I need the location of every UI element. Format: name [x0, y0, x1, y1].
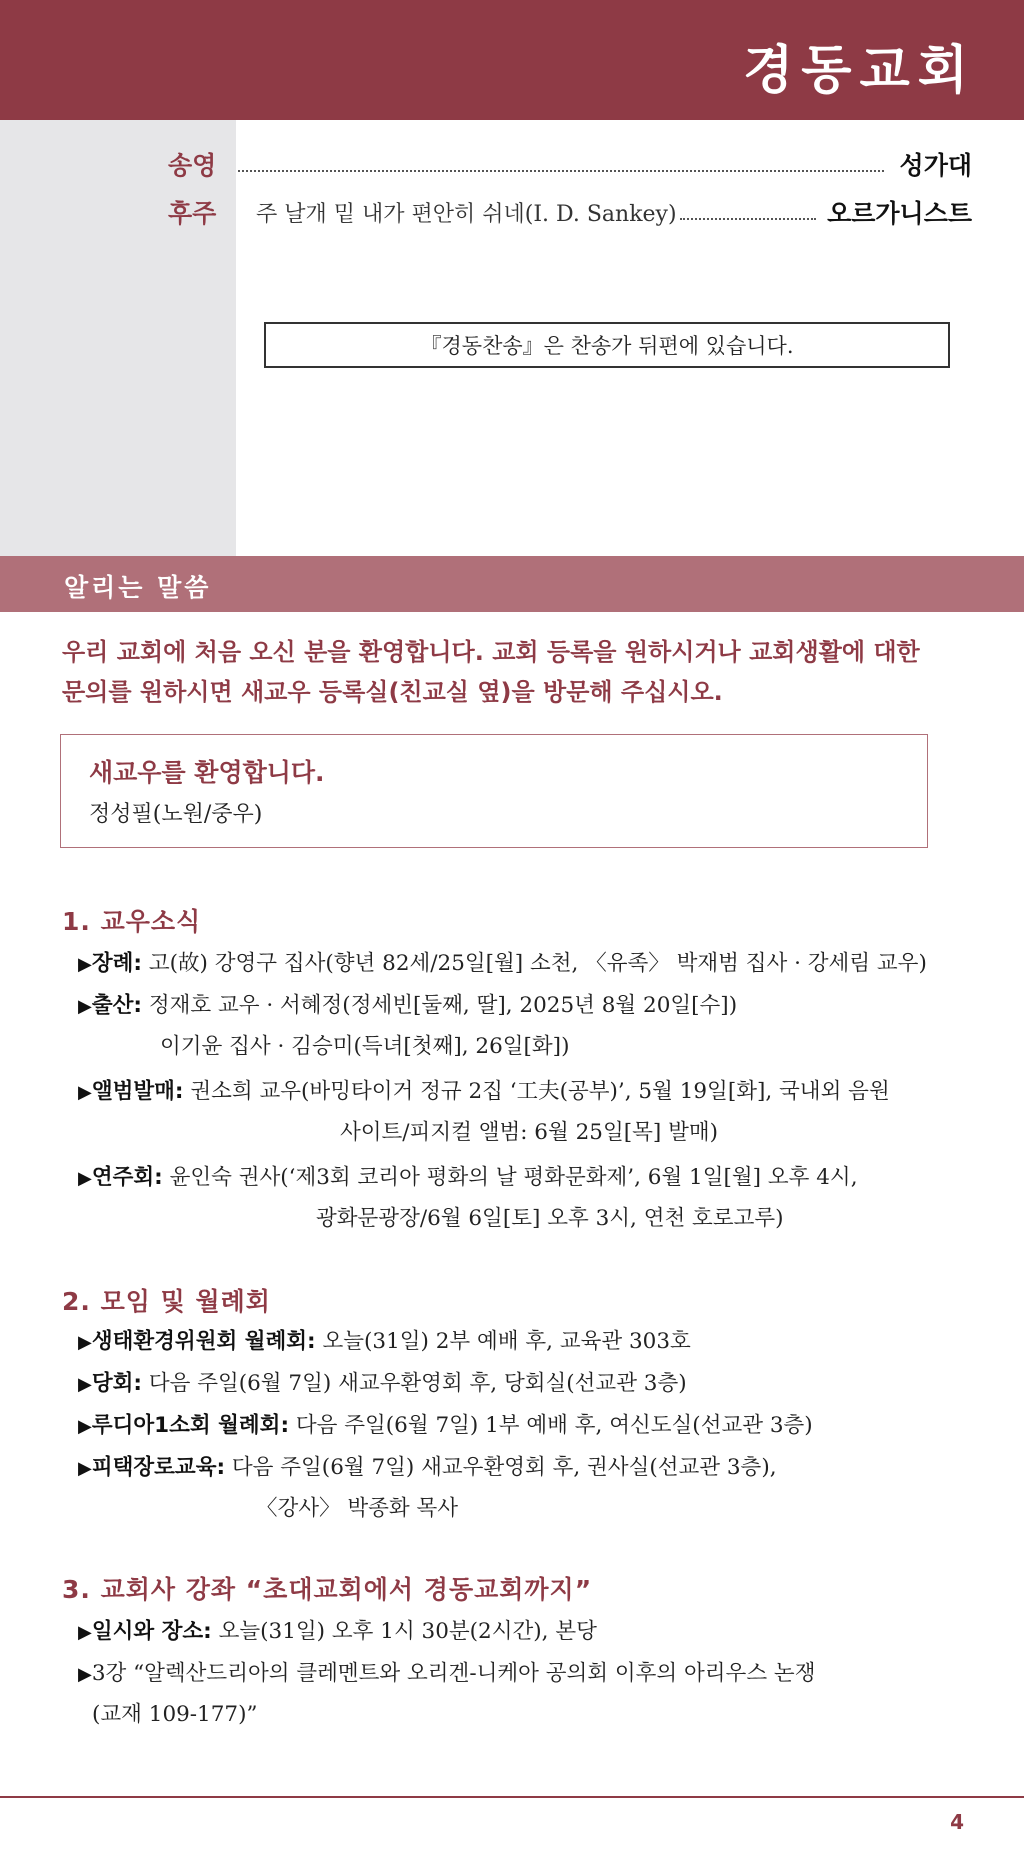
- order-song: 주 날개 밑 내가 편안히 쉬네(I. D. Sankey): [256, 201, 677, 227]
- list-item: [78, 1322, 988, 1363]
- item-label: 루디아1소회 월례회:: [91, 1413, 290, 1438]
- list-item: [78, 1612, 988, 1653]
- section-title: 3. 교회사 강좌 “초대교회에서 경동교회까지”: [62, 1575, 593, 1604]
- item-text: 다음 주일(6월 7일) 새교우환영회 후, 당회실(선교관 3층): [141, 1371, 687, 1396]
- list-item: [78, 1364, 988, 1405]
- item-continuation: (교재 109-177)”: [92, 1702, 258, 1727]
- triangle-bullet-icon: ▶: [78, 1416, 92, 1437]
- item-label: 생태환경위원회 월례회:: [91, 1329, 316, 1354]
- item-continuation: 이기윤 집사 · 김승미(득녀[첫째], 26일[화]): [160, 1034, 570, 1059]
- dot-leader: [238, 170, 884, 172]
- item-text: 윤인숙 권사(‘제3회 코리아 평화의 날 평화문화제’, 6월 1일[월] 오후 4시,: [162, 1165, 858, 1190]
- item-text: 다음 주일(6월 7일) 새교우환영회 후, 권사실(선교관 3층),: [225, 1455, 777, 1480]
- item-text: 권소희 교우(바밍타이거 정규 2집 ‘工夫(공부)’, 5월 19일[화], 국내외 음원: [183, 1079, 890, 1104]
- triangle-bullet-icon: ▶: [78, 954, 92, 975]
- item-label: 당회:: [91, 1371, 142, 1396]
- triangle-bullet-icon: ▶: [78, 1374, 92, 1395]
- side-panel: [0, 120, 236, 556]
- item-continuation: 광화문광장/6월 6일[토] 오후 3시, 연천 호로고루): [316, 1206, 784, 1231]
- church-name: 경동교회: [743, 41, 976, 101]
- item-text: 3강 “알렉산드리아의 클레멘트와 오리겐-니케아 공의회 이후의 아리우스 논쟁: [91, 1661, 816, 1686]
- item-text: 오늘(31일) 2부 예배 후, 교육관 303호: [315, 1329, 691, 1354]
- item-continuation: 사이트/피지컬 앨범: 6월 25일[목] 발매): [340, 1120, 719, 1145]
- section-title: 1. 교우소식: [62, 907, 202, 936]
- triangle-bullet-icon: ▶: [78, 1622, 92, 1643]
- item-text: 오늘(31일) 오후 1시 30분(2시간), 본당: [211, 1619, 597, 1644]
- order-label: 후주: [168, 199, 217, 228]
- newcomer-box: [60, 734, 928, 848]
- order-leader: 성가대: [899, 151, 972, 180]
- list-item: [78, 944, 988, 985]
- list-item: [78, 986, 988, 1067]
- triangle-bullet-icon: ▶: [78, 996, 92, 1017]
- item-continuation: 〈강사〉 박종화 목사: [256, 1496, 459, 1521]
- item-label: 피택장로교육:: [91, 1455, 226, 1480]
- item-label: 연주회:: [91, 1165, 163, 1190]
- item-text: 고(故) 강영구 집사(향년 82세/25일[월] 소천, 〈유족〉 박재범 집사 · 강세림 교우): [141, 951, 927, 976]
- order-leader: 오르가니스트: [827, 199, 972, 228]
- hymnal-notice: 『경동찬송』은 찬송가 뒤편에 있습니다.: [264, 322, 950, 368]
- dot-leader: [680, 218, 816, 220]
- order-row-postlude: [0, 192, 1024, 232]
- list-item: [78, 1654, 988, 1735]
- order-label: 송영: [168, 151, 217, 180]
- triangle-bullet-icon: ▶: [78, 1082, 92, 1103]
- announcements-bar: [0, 556, 1024, 612]
- newcomer-names: 정성필(노원/중우): [89, 802, 263, 827]
- triangle-bullet-icon: ▶: [78, 1168, 92, 1189]
- header-bar: [0, 0, 1024, 120]
- list-item: [78, 1406, 988, 1447]
- item-label: 출산:: [91, 993, 142, 1018]
- announcements-title: 알리는 말씀: [64, 573, 212, 602]
- list-item: [78, 1072, 988, 1153]
- triangle-bullet-icon: ▶: [78, 1458, 92, 1479]
- welcome-message: [62, 632, 982, 712]
- item-label: 앨범발매:: [91, 1079, 184, 1104]
- list-item: [78, 1448, 988, 1529]
- list-item: [78, 1158, 988, 1239]
- item-label: 장례:: [91, 951, 142, 976]
- item-label: 일시와 장소:: [91, 1619, 212, 1644]
- triangle-bullet-icon: ▶: [78, 1664, 92, 1685]
- footer-divider: [0, 1796, 1024, 1798]
- item-text: 다음 주일(6월 7일) 1부 예배 후, 여신도실(선교관 3층): [289, 1413, 813, 1438]
- order-row-doxology: [0, 144, 1024, 184]
- item-text: 정재호 교우 · 서혜정(정세빈[둘째, 딸], 2025년 8월 20일[수]): [141, 993, 738, 1018]
- section-title: 2. 모임 및 월례회: [62, 1287, 271, 1316]
- welcome-line: 우리 교회에 처음 오신 분을 환영합니다. 교회 등록을 원하시거나 교회생활에 대한: [62, 638, 920, 666]
- page-number: 4: [950, 1810, 964, 1834]
- welcome-line: 문의를 원하시면 새교우 등록실(친교실 옆)을 방문해 주십시오.: [62, 678, 723, 706]
- newcomer-title: 새교우를 환영합니다.: [89, 758, 325, 787]
- triangle-bullet-icon: ▶: [78, 1332, 92, 1353]
